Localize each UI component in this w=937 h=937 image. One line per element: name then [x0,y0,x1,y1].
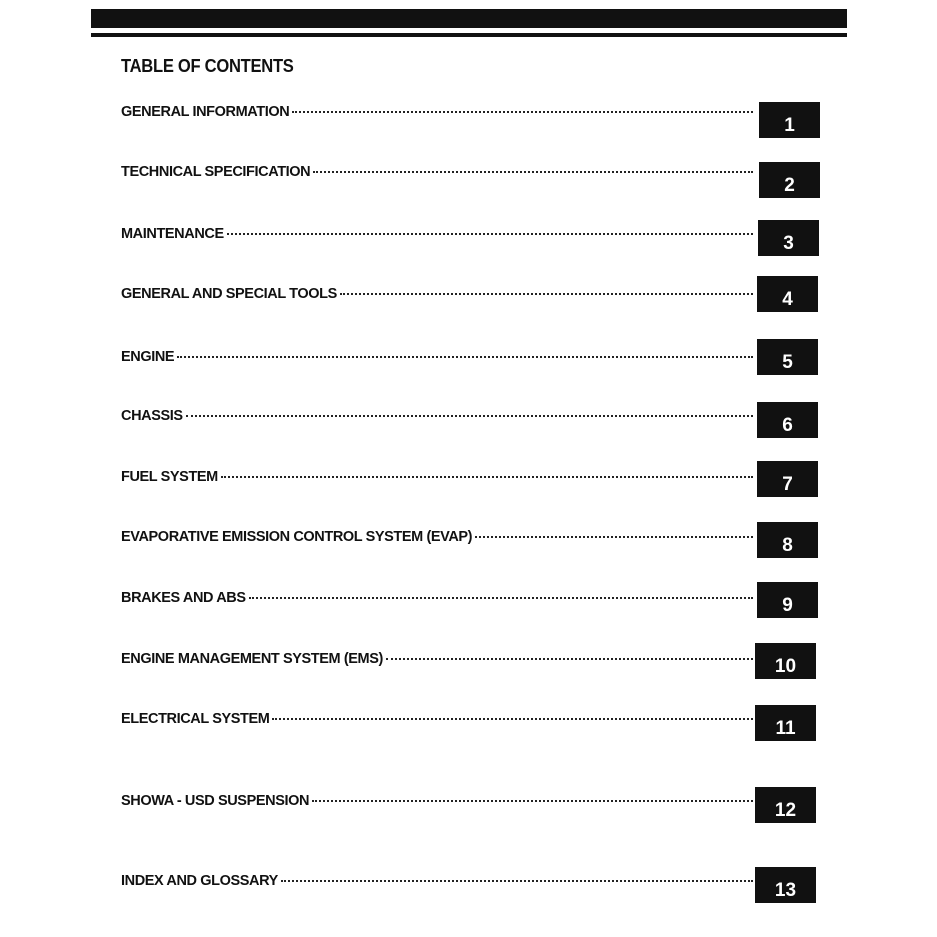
toc-entry-line [121,529,753,545]
toc-entry[interactable] [121,643,819,683]
toc-entry-line [121,408,753,424]
toc-entry-label: BRAKES AND ABS [121,590,246,606]
toc-entry-line [121,469,753,485]
toc-entry[interactable] [121,220,819,260]
toc-entry-label: FUEL SYSTEM [121,469,218,485]
toc-entry[interactable] [121,867,819,907]
toc-entry-label: ENGINE [121,349,175,365]
chapter-number-box[interactable]: 3 [758,220,819,256]
toc-entry-label: EVAPORATIVE EMISSION CONTROL SYSTEM (EVAP) [121,529,473,545]
toc-entry-line [121,104,753,120]
toc-entry-label: CHASSIS [121,408,183,424]
toc-entry[interactable] [121,102,819,142]
dot-leader [281,879,753,882]
dot-leader [221,475,753,478]
toc-entry-label: GENERAL AND SPECIAL TOOLS [121,286,337,302]
dot-leader [177,355,753,358]
toc-entry-label: SHOWA - USD SUSPENSION [121,793,310,809]
chapter-number-box[interactable]: 4 [757,276,818,312]
toc-entry-line [121,226,753,242]
toc-entry-line [121,164,753,180]
toc-entry[interactable] [121,402,819,442]
page-title: TABLE OF CONTENTS [121,56,294,76]
toc-entry-line [121,651,753,667]
header-rule-thin [91,33,847,37]
chapter-number-box[interactable]: 6 [757,402,818,438]
chapter-number-box[interactable]: 9 [757,582,818,618]
toc-entry-label: ELECTRICAL SYSTEM [121,711,270,727]
toc-entry[interactable] [121,339,819,379]
toc-entry-label: MAINTENANCE [121,226,224,242]
toc-entry-label: GENERAL INFORMATION [121,104,290,120]
chapter-number-box[interactable]: 2 [759,162,820,198]
toc-entry[interactable] [121,705,819,745]
chapter-number-box[interactable]: 13 [755,867,816,903]
dot-leader [386,657,753,660]
toc-entry[interactable] [121,582,819,622]
header-rule-thick [91,9,847,28]
toc-entry[interactable] [121,522,819,562]
toc-entry[interactable] [121,787,819,827]
toc-entry-line [121,873,753,889]
chapter-number-box[interactable]: 1 [759,102,820,138]
dot-leader [475,535,753,538]
dot-leader [292,110,753,113]
toc-entry-line [121,711,753,727]
chapter-number-box[interactable]: 7 [757,461,818,497]
toc-entry-line [121,286,753,302]
toc-entry[interactable] [121,162,819,202]
toc-entry-label: TECHNICAL SPECIFICATION [121,164,311,180]
toc-entry-line [121,793,753,809]
toc-entry-line [121,349,753,365]
dot-leader [313,170,753,173]
chapter-number-box[interactable]: 8 [757,522,818,558]
toc-entry[interactable] [121,276,819,316]
toc-entry-line [121,590,753,606]
dot-leader [249,596,753,599]
chapter-number-box[interactable]: 5 [757,339,818,375]
toc-entry-label: ENGINE MANAGEMENT SYSTEM (EMS) [121,651,383,667]
chapter-number-box[interactable]: 11 [755,705,816,741]
toc-entry[interactable] [121,461,819,501]
dot-leader [186,414,753,417]
dot-leader [272,717,753,720]
chapter-number-box[interactable]: 10 [755,643,816,679]
dot-leader [312,799,753,802]
toc-entry-label: INDEX AND GLOSSARY [121,873,278,889]
dot-leader [227,232,753,235]
dot-leader [340,292,753,295]
chapter-number-box[interactable]: 12 [755,787,816,823]
